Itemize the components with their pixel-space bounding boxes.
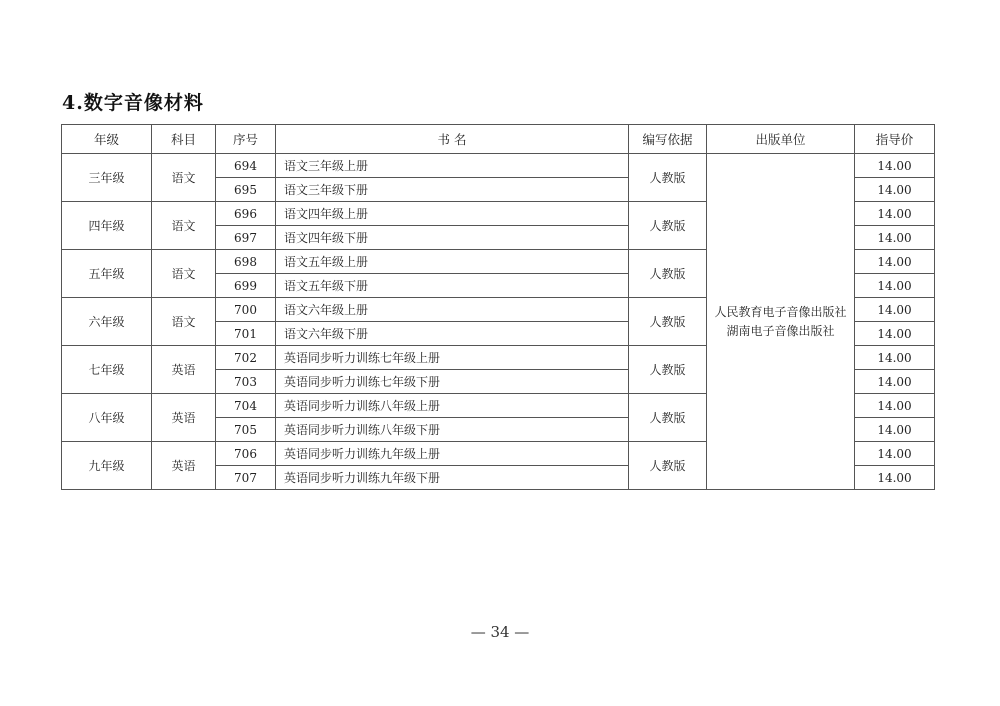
header-title: 书 名: [276, 125, 629, 154]
grade-cell: 六年级: [62, 298, 152, 346]
subject-cell: 语文: [152, 298, 216, 346]
subject-cell: 语文: [152, 154, 216, 202]
title-cell: 英语同步听力训练八年级下册: [276, 418, 629, 442]
basis-cell: 人教版: [629, 298, 707, 346]
table-body: [62, 154, 935, 490]
publisher-name: 湖南电子音像出版社: [726, 323, 835, 338]
basis-cell: 人教版: [629, 202, 707, 250]
grade-cell: 七年级: [62, 346, 152, 394]
header-subject: 科目: [152, 125, 216, 154]
serial-cell: 696: [216, 202, 276, 226]
serial-cell: 694: [216, 154, 276, 178]
title-cell: 语文五年级上册: [276, 250, 629, 274]
title-cell: 语文五年级下册: [276, 274, 629, 298]
section-title: 4.数字音像材料: [62, 92, 204, 114]
price-cell: 14.00: [855, 202, 935, 226]
grade-cell: 三年级: [62, 154, 152, 202]
book-table: [61, 124, 935, 490]
price-cell: 14.00: [855, 442, 935, 466]
price-cell: 14.00: [855, 370, 935, 394]
serial-cell: 705: [216, 418, 276, 442]
title-cell: 语文四年级下册: [276, 226, 629, 250]
header-price: 指导价: [855, 125, 935, 154]
header-publisher: 出版单位: [707, 125, 855, 154]
subject-cell: 英语: [152, 394, 216, 442]
price-cell: 14.00: [855, 154, 935, 178]
table-row: [62, 154, 935, 178]
page-number: — 34 —: [470, 623, 530, 641]
basis-cell: 人教版: [629, 346, 707, 394]
serial-cell: 702: [216, 346, 276, 370]
title-cell: 语文六年级下册: [276, 322, 629, 346]
serial-cell: 703: [216, 370, 276, 394]
price-cell: 14.00: [855, 346, 935, 370]
title-cell: 英语同步听力训练七年级上册: [276, 346, 629, 370]
title-cell: 英语同步听力训练九年级上册: [276, 442, 629, 466]
basis-cell: 人教版: [629, 250, 707, 298]
title-cell: 语文四年级上册: [276, 202, 629, 226]
subject-cell: 语文: [152, 250, 216, 298]
title-cell: 语文六年级上册: [276, 298, 629, 322]
serial-cell: 698: [216, 250, 276, 274]
serial-cell: 701: [216, 322, 276, 346]
publisher-name: 人民教育电子音像出版社: [714, 304, 847, 319]
title-cell: 英语同步听力训练八年级上册: [276, 394, 629, 418]
subject-cell: 英语: [152, 442, 216, 490]
serial-cell: 699: [216, 274, 276, 298]
serial-cell: 695: [216, 178, 276, 202]
basis-cell: 人教版: [629, 154, 707, 202]
price-cell: 14.00: [855, 274, 935, 298]
table-header-row: [62, 125, 935, 154]
title-cell: 语文三年级下册: [276, 178, 629, 202]
serial-cell: 697: [216, 226, 276, 250]
serial-cell: 707: [216, 466, 276, 490]
header-basis: 编写依据: [629, 125, 707, 154]
title-cell: 英语同步听力训练九年级下册: [276, 466, 629, 490]
subject-cell: 英语: [152, 346, 216, 394]
basis-cell: 人教版: [629, 394, 707, 442]
grade-cell: 八年级: [62, 394, 152, 442]
price-cell: 14.00: [855, 178, 935, 202]
price-cell: 14.00: [855, 466, 935, 490]
header-serial: 序号: [216, 125, 276, 154]
publisher-cell: [707, 154, 855, 490]
title-cell: 英语同步听力训练七年级下册: [276, 370, 629, 394]
title-cell: 语文三年级上册: [276, 154, 629, 178]
price-cell: 14.00: [855, 418, 935, 442]
grade-cell: 五年级: [62, 250, 152, 298]
price-cell: 14.00: [855, 322, 935, 346]
grade-cell: 四年级: [62, 202, 152, 250]
grade-cell: 九年级: [62, 442, 152, 490]
price-cell: 14.00: [855, 394, 935, 418]
serial-cell: 700: [216, 298, 276, 322]
serial-cell: 704: [216, 394, 276, 418]
price-cell: 14.00: [855, 226, 935, 250]
basis-cell: 人教版: [629, 442, 707, 490]
header-grade: 年级: [62, 125, 152, 154]
subject-cell: 语文: [152, 202, 216, 250]
price-cell: 14.00: [855, 250, 935, 274]
price-cell: 14.00: [855, 298, 935, 322]
serial-cell: 706: [216, 442, 276, 466]
